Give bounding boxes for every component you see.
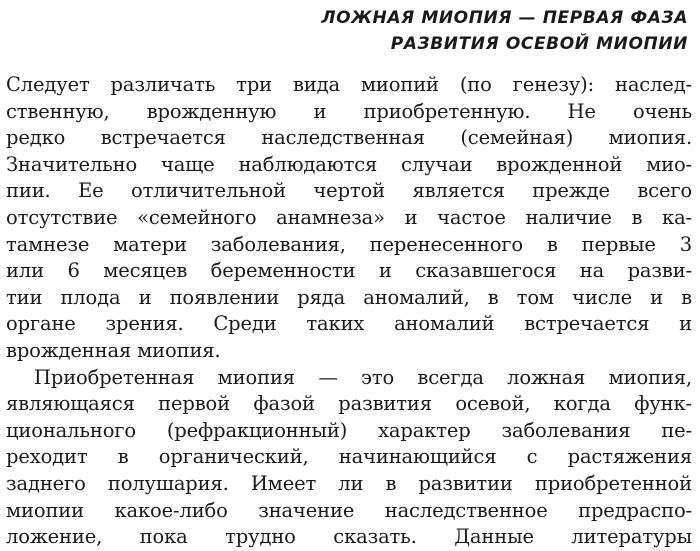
section-heading	[321, 5, 688, 57]
text-line: Значительно чаще наблюдаются случаи врожденной мио-	[6, 152, 692, 176]
paragraph-2	[6, 365, 692, 551]
text-line: тамнезе матери заболевания, перенесенного в первые 3	[6, 232, 692, 256]
text-line: ственную, врожденную и приобретенную. Не очень	[6, 99, 692, 123]
text-line: тии плода и появлении ряда аномалий, в том числе и в	[6, 285, 692, 309]
text-line: редко встречается наследственная (семейная) миопия.	[6, 126, 692, 150]
text-line: реходит в органический, начинающийся с растяжения	[6, 445, 692, 469]
book-page	[6, 0, 692, 547]
text-line: являющаяся первой фазой развития осевой, когда функ-	[6, 392, 692, 416]
text-line: заднего полушария. Имеет ли в развитии приобретенной	[6, 471, 692, 495]
text-line: Следует различать три вида миопий (по генезу): наслед-	[6, 73, 692, 96]
paragraph-1	[6, 72, 692, 365]
text-line: врожденная миопия.	[6, 338, 221, 362]
text-line: миопии какое-либо значение наследственное предраспо-	[6, 498, 692, 522]
text-line: Приобретенная миопия — это всегда ложная миопия,	[34, 365, 692, 389]
text-line: или 6 месяцев беременности и сказавшегося на разви-	[6, 259, 692, 283]
text-line: органе зрения. Среди таких аномалий встречается и	[6, 312, 692, 336]
text-line: пии. Ее отличительной чертой является прежде всего	[6, 179, 692, 203]
text-line: отсутствие «семейного анамнеза» и частое наличие в ка-	[6, 205, 692, 229]
text-line: ционального (рефракционный) характер заболевания пе-	[6, 418, 692, 442]
section-heading-line-1: ЛОЖНАЯ МИОПИЯ — ПЕРВАЯ ФАЗА	[321, 8, 688, 28]
section-heading-line-2: РАЗВИТИЯ ОСЕВОЙ МИОПИИ	[390, 34, 688, 54]
text-line: ложение, пока трудно сказать. Данные литературы	[6, 525, 692, 549]
body-text	[6, 72, 692, 551]
